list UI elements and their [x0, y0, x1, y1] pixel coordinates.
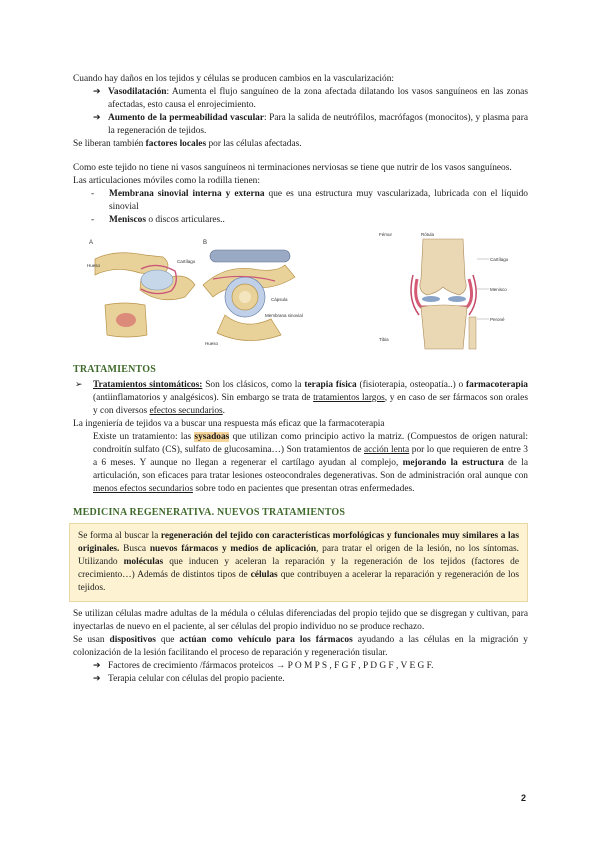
term-efectos-secundarios: efectos secundarios	[149, 406, 223, 416]
nutricion-paragraph: Como este tejido no tiene ni vasos sanguíneos ni terminaciones nerviosas se tiene que nutrir de los vasos sanguíneos.	[73, 163, 512, 173]
text-run: que	[155, 635, 180, 645]
list-item	[91, 214, 528, 227]
term-dispositivos: dispositivos	[109, 635, 156, 645]
term-sysadoas: sysadoas	[194, 432, 230, 442]
term-membrana: Membrana sinovial interna y externa	[109, 189, 265, 199]
text-run: (antiinflamatorios y analgésicos). Sin embargo se trata de	[93, 393, 314, 403]
text-run: que utilizan como principio activo la matriz. (Compuestos de origen natural: condroitín sulfato (CS), sulfato de glucosamina…) Son tratamientos de	[93, 432, 528, 455]
text-run: de la articulación, son eficaces para tratar lesiones osteocondrales degenerativas. Son de administración oral aunque con	[93, 458, 528, 481]
fig-label-hueso: Hueso	[87, 263, 101, 268]
fig2-label-rotula: Rótula	[421, 232, 435, 237]
section-heading-medicina-regenerativa: MEDICINA REGENERATIVA. NUEVOS TRATAMIENTOS	[73, 507, 346, 518]
term-accion-lenta: acción lenta	[363, 445, 410, 455]
box-paragraph	[78, 530, 519, 595]
text-run: Se forma al buscar la	[78, 531, 161, 541]
figures-row	[73, 232, 528, 355]
item-text: Terapia celular con células del propio paciente.	[108, 674, 285, 684]
knee-anatomy-figure	[373, 229, 525, 353]
item-text: : Para la salida de neutrófilos, macrófagos (monocitos), y plasma para la regeneración de tejidos.	[108, 113, 528, 136]
term-vasodilatacion: Vasodilatación	[108, 87, 167, 97]
text-run: ayudando a las células en la migración y colonización de la lesión facilitando el proceso de reparación y regeneración tisular.	[73, 635, 528, 658]
list-item	[91, 188, 528, 214]
sysadoas-paragraph	[73, 431, 528, 496]
term-mejorando-estructura: mejorando la estructura	[402, 458, 504, 468]
joint-diagram-figure	[85, 235, 307, 351]
text-run: que contribuyen a acelerar la reparación y regeneración de los tejidos.	[78, 570, 519, 593]
text-run: .	[222, 406, 226, 416]
list-item	[73, 379, 528, 418]
term-menos-efectos: menos efectos secundarios	[93, 484, 193, 494]
factores-line	[73, 138, 528, 151]
dispositivos-paragraph	[73, 634, 528, 660]
celulas-madre-paragraph: Se utilizan células madre adultas de la médula o células diferenciadas del propio tejido que se disgregan y cultivan, para inyectarlas de nuevo en el paciente, al ser células del propio individuo no se produce rechazo.	[73, 609, 528, 632]
fig-label-hueso-b: Hueso	[205, 341, 219, 346]
term-celulas: células	[250, 570, 278, 580]
item-text: Factores de crecimiento /fármacos proteicos → P O M P S , F G F , P D G F , V E G F.	[108, 661, 434, 671]
text-run: , para tratar el origen de la lesión, no los síntomas. Utilizando	[78, 544, 519, 567]
vascular-changes-list	[73, 86, 528, 138]
arrow-icon: ➔	[93, 113, 101, 123]
text-run: (fisioterapia, osteopatía..) o	[356, 380, 467, 390]
term-terapia-fisica: terapia física	[304, 380, 357, 390]
text-run: por las células afectadas.	[206, 139, 302, 149]
text-run: sobre todo en pacientes que presentan otras enfermedades.	[192, 484, 415, 494]
fig-label-cartilago: Cartílago	[177, 259, 196, 264]
item-text: o discos articulares..	[145, 215, 225, 225]
intro-line: Cuando hay daños en los tejidos y células se producen cambios en la vascularización:	[73, 74, 394, 84]
arrow-icon: ➔	[93, 674, 101, 684]
term-vehiculo: actúan como vehículo para los fármacos	[179, 635, 353, 645]
term-meniscos: Meniscos	[109, 215, 146, 225]
text-run: Busca	[119, 544, 150, 554]
list-item	[93, 86, 528, 112]
fig2-label-menisco: Menisco	[490, 287, 507, 292]
text-run: por lo que requieren de entre 3 a 6 meses. Y aunque no llegan a regenerar el cartílago ayudan al complejo,	[93, 445, 528, 468]
term-factores-locales: factores locales	[145, 139, 207, 149]
term-tratamientos-largos: tratamientos largos	[313, 393, 385, 403]
fig-label-capsula: Cápsula	[271, 297, 288, 302]
page-content	[73, 73, 528, 686]
item-text: que es una estructura muy vascularizada, lubricada con el líquido sinovial	[109, 189, 528, 212]
text-run: Existe un tratamiento: las	[93, 432, 195, 442]
tratamientos-list	[73, 379, 528, 418]
fig-label-b: B	[203, 240, 208, 246]
text-run: que inducen y aceleran la reparación y la regeneración de los tejidos (factores de crecimiento…) Además de distintos tipos de	[78, 557, 519, 580]
fig2-label-femur: Fémur	[379, 232, 393, 237]
term-farmacoterapia: farmacoterapia	[466, 380, 528, 390]
nuevos-tratamientos-list	[73, 660, 528, 686]
rodilla-list	[73, 188, 528, 227]
list-item	[93, 673, 528, 686]
list-item	[93, 112, 528, 138]
fig2-label-tibia: Tibia	[379, 337, 389, 342]
term-nuevos-farmacos: nuevos fármacos y medios de aplicación	[149, 544, 317, 554]
fig-label-a: A	[89, 240, 94, 246]
fig2-label-perone: Peroné	[490, 317, 505, 322]
list-item	[93, 660, 528, 673]
text-run: Se liberan también	[73, 139, 146, 149]
highlight-box	[69, 523, 528, 602]
dash-marker: -	[91, 189, 95, 199]
text-run: Son los clásicos, como la	[202, 380, 305, 390]
term-moleculas: moléculas	[123, 557, 164, 567]
term-permeabilidad: Aumento de la permeabilidad vascular	[108, 113, 265, 123]
text-run: Se usan	[73, 635, 110, 645]
page-number: 2	[520, 793, 526, 803]
arrow-icon: ➔	[93, 661, 101, 671]
triangle-bullet-icon: ➢	[75, 380, 83, 390]
fig-label-membrana: Membrana sinovial	[265, 313, 303, 318]
dash-marker: -	[91, 215, 95, 225]
text-run: , y en caso de ser fármacos son orales y con diversos	[93, 393, 528, 416]
arrow-icon: ➔	[93, 87, 101, 97]
section-heading-tratamientos: TRATAMIENTOS	[73, 364, 156, 375]
item-text: : Aumenta el flujo sanguíneo de la zona afectada dilatando los vasos sanguíneos en las zonas afectadas, esto causa el enrojecimiento.	[108, 87, 528, 110]
fig2-label-cartilago: Cartílago	[490, 257, 509, 262]
term-regeneracion: regeneración del tejido con características morfológicas y funcionales muy similares a las originales.	[78, 531, 519, 554]
term-sintomaticos: Tratamientos sintomáticos:	[93, 380, 203, 390]
articulaciones-line: Las articulaciones móviles como la rodilla tienen:	[73, 176, 260, 186]
ingenieria-line: La ingeniería de tejidos va a buscar una respuesta más eficaz que la farmacoterapia	[73, 419, 385, 429]
